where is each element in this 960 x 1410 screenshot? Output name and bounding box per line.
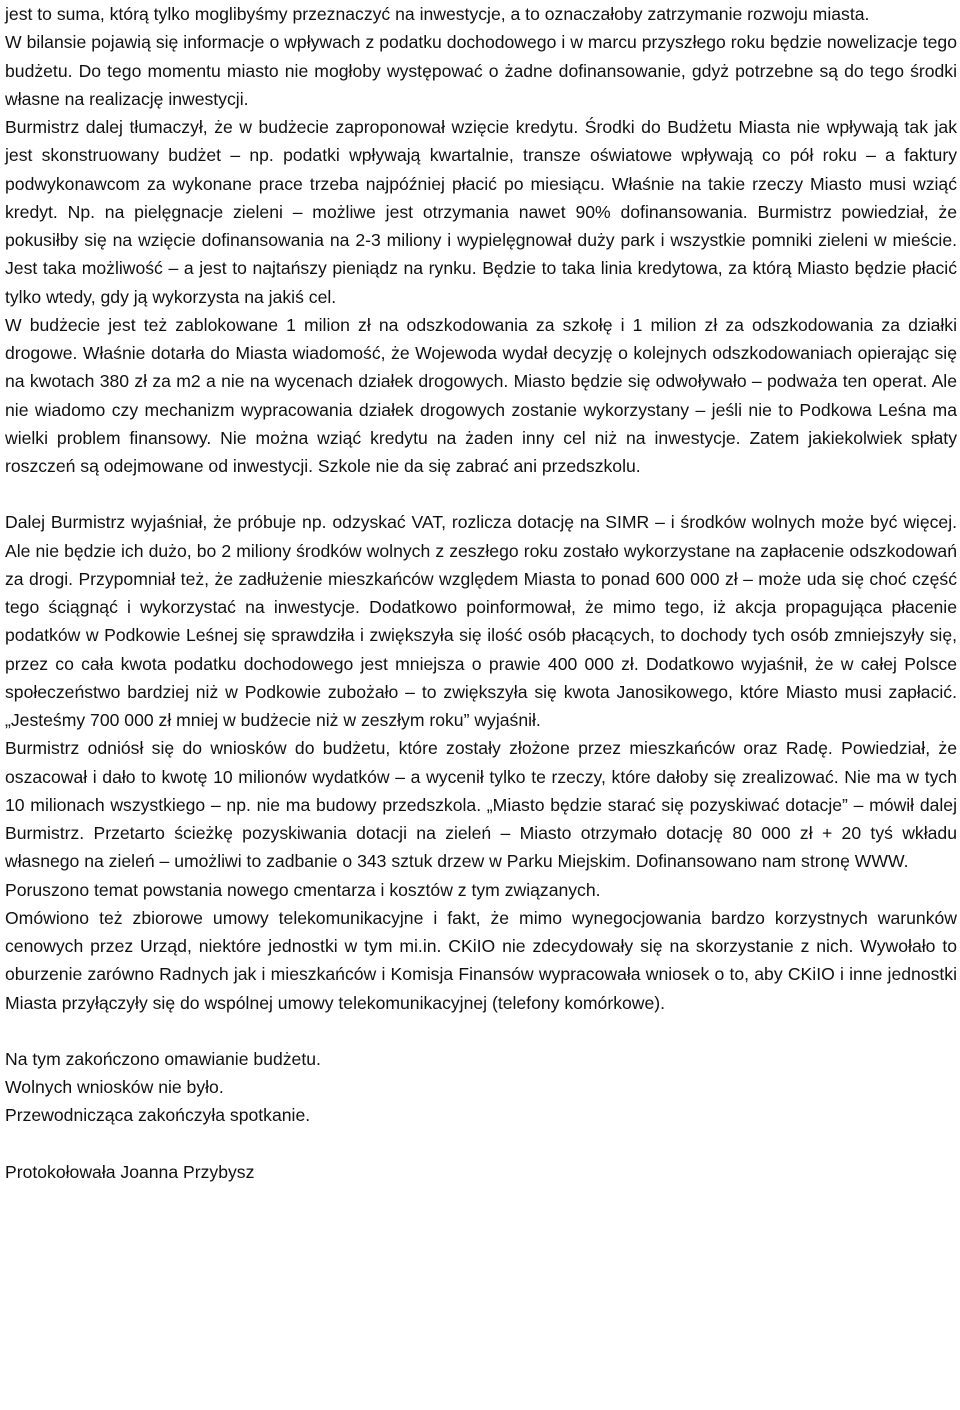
paragraph-meeting-closed: Przewodnicząca zakończyła spotkanie.: [5, 1105, 311, 1126]
paragraph-gap: [5, 1017, 957, 1045]
paragraph-credit: Burmistrz dalej tłumaczył, że w budżecie zaproponował wzięcie kredytu. Środki do Budżetu Miasta nie wpływają tak jak jest skonstruowany budżet – np. podatki wpływają kwartalnie, transze oświatowe wpływają co pół roku – a faktury podwykonawcom za wykonane prace trzeba najpóźniej płacić po miesiącu. Właśnie na takie rzeczy Miasto musi wziąć kredyt. Np. na pielęgnacje zieleni – możliwe jest otrzymania nawet 90% dofinansowania. Burmistrz powiedział, że pokusiłby się na wzięcie dofinansowania na 2-3 miliony i wypielęgnował duży park i wszystkie pomniki zieleni w mieście. Jest taka możliwość – a jest to najtańszy pieniądz na rynku. Będzie to taka linia kredytowa, za którą Miasto będzie płacić tylko wtedy, gdy ją wykorzysta na jakiś cel.: [5, 117, 957, 307]
paragraph-income-tax: W bilansie pojawią się informacje o wpływach z podatku dochodowego i w marcu przyszłego roku będzie nowelizacje tego budżetu. Do tego momentu miasto nie mogłoby występować o żadne dofinansowanie, gdyż potrzebne są do tego środki własne na realizację inwestycji.: [5, 32, 957, 109]
paragraph-closing-budget: Na tym zakończono omawianie budżetu.: [5, 1048, 321, 1069]
paragraph-gap: [5, 480, 957, 508]
paragraph-telecom: Omówiono też zbiorowe umowy telekomunikacyjne i fakt, że mimo wynegocjowania bardzo korzystnych warunków cenowych przez Urząd, niektóre jednostki w tym mi.in. CKiIO nie zdecydowały się na skorzystanie z nich. Wywołało to oburzenie zarówno Radnych jak i mieszkańców i Komisja Finansów wypracowała wniosek o to, aby CKiIO i inne jednostki Miasta przyłączyły się do wspólnej umowy telekomunikacyjnej (telefony komórkowe).: [5, 907, 957, 1013]
paragraph-budget-continuation: jest to suma, którą tylko moglibyśmy przeznaczyć na inwestycje, a to oznaczałoby zatrzymanie rozwoju miasta.: [5, 4, 870, 24]
paragraph-gap: [5, 1130, 957, 1158]
paragraph-compensation: W budżecie jest też zablokowane 1 milion zł na odszkodowania za szkołę i 1 milion zł za odszkodowania za działki drogowe. Właśnie dotarła do Miasta wiadomość, że Wojewoda wydał decyzję o kolejnych odszkodowaniach opierając się na kwotach 380 zł za m2 a nie na wycenach działek drogowych. Miasto będzie się odwoływało – podważa ten operat. Ale nie wiadomo czy mechanizm wypracowania działek drogowych zostanie wykorzystany – jeśli nie to Podkowa Leśna ma wielki problem finansowy. Nie można wziąć kredytu na żaden inny cel niż na inwestycje. Zatem jakiekolwiek spłaty roszczeń są odejmowane od inwestycji. Szkole nie da się zabrać ani przedszkolu.: [5, 314, 957, 476]
paragraph-no-motions: Wolnych wniosków nie było.: [5, 1077, 224, 1097]
paragraph-cemetery: Poruszono temat powstania nowego cmentarza i kosztów z tym związanych.: [5, 879, 601, 900]
paragraph-budget-requests: Burmistrz odniósł się do wniosków do budżetu, które zostały złożone przez mieszkańców oraz Radę. Powiedział, że oszacował i dało to kwotę 10 milionów wydatków – a wycenił tylko te rzeczy, które dałoby się zrealizować. Nie ma w tych 10 milionach wszystkiego – np. nie ma budowy przedszkola. „Miasto będzie starać się pozyskiwać dotacje” – mówił dalej Burmistrz. Przetarto ścieżkę pozyskiwania dotacji na zieleń – Miasto otrzymało dotację 80 000 zł + 20 tyś wkładu własnego na zieleń – umożliwi to zadbanie o 343 sztuk drzew w Parku Miejskim. Dofinansowano nam stronę WWW.: [5, 738, 957, 872]
paragraph-vat-recovery: Dalej Burmistrz wyjaśniał, że próbuje np. odzyskać VAT, rozlicza dotację na SIMR – i środków wolnych może być więcej. Ale nie będzie ich dużo, bo 2 miliony środków wolnych z zeszłego roku zostało wykorzystane na zapłacenie odszkodowań za drogi. Przypomniał też, że zadłużenie mieszkańców względem Miasta to ponad 600 000 zł – może uda się choć część tego ściągnąć i wykorzystać na inwestycje. Dodatkowo poinformował, że mimo tego, iż akcja propagująca płacenie podatków w Podkowie Leśnej się sprawdziła i zwiększyła się ilość osób płacących, to dochody tych osób zmniejszyły się, przez co cała kwota podatku dochodowego jest mniejsza o prawie 400 000 zł. Dodatkowo wyjaśnił, że w całej Polsce społeczeństwo bardziej niż w Podkowie zubożało – to zwiększyła się kwota Janosikowego, które Miasto musi zapłacić. „Jesteśmy 700 000 zł mniej w budżecie niż w zeszłym roku” wyjaśnił.: [5, 512, 957, 730]
minutes-author: Protokołowała Joanna Przybysz: [5, 1161, 255, 1182]
